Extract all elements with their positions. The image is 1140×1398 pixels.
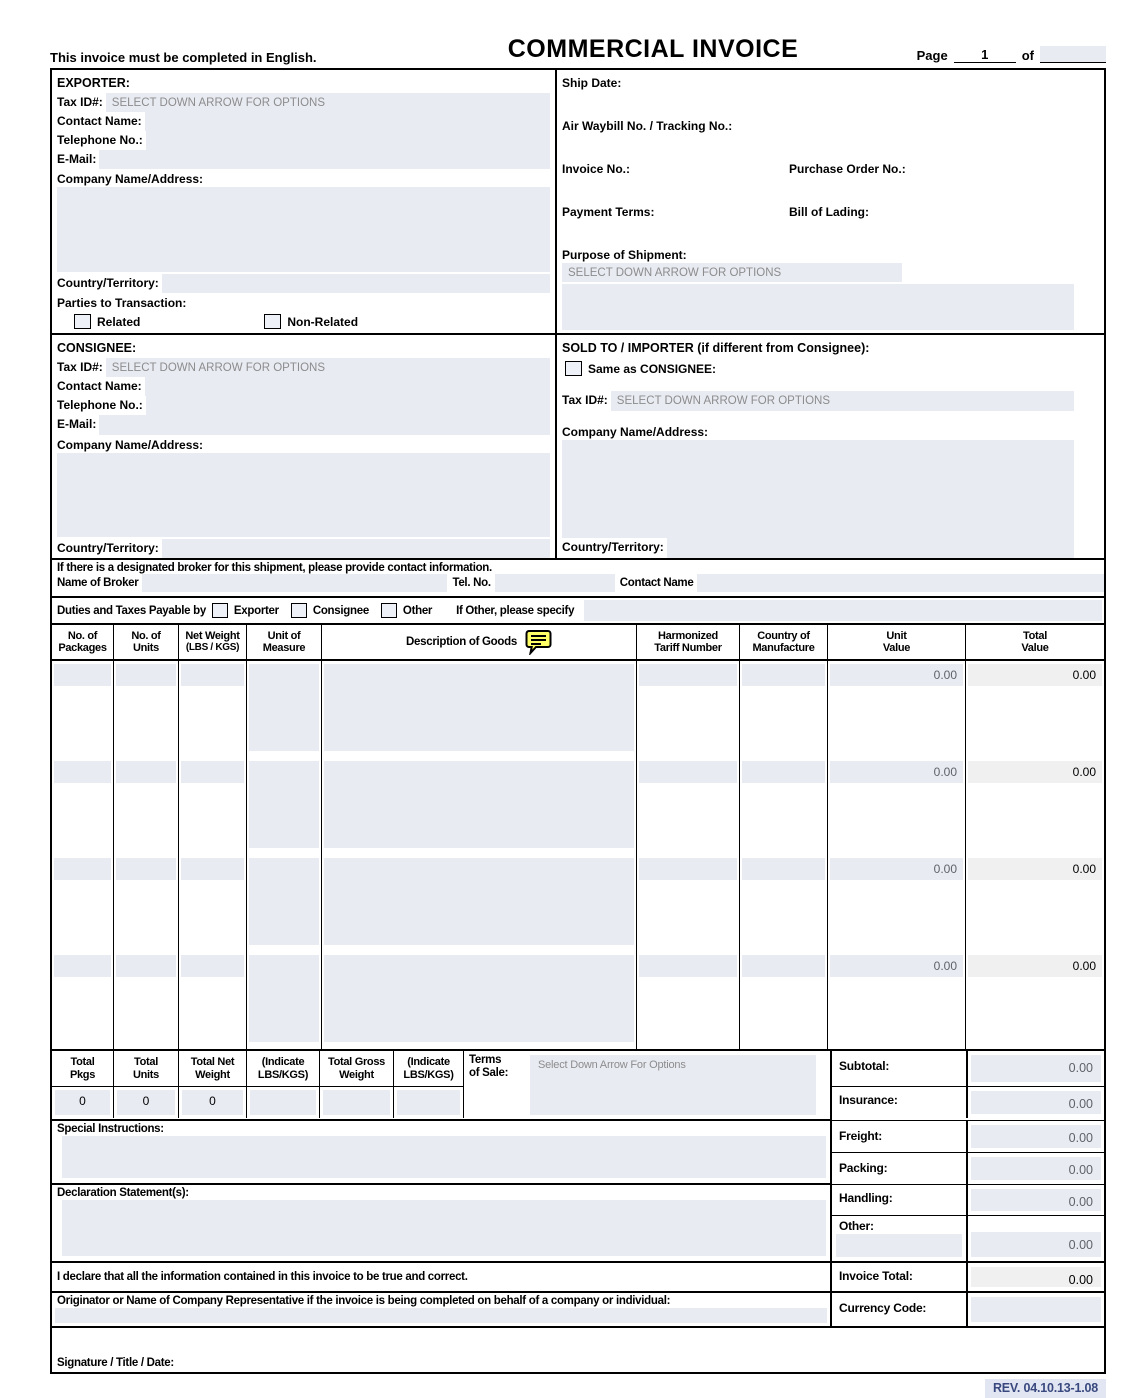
duties-exporter-checkbox[interactable] bbox=[212, 603, 228, 618]
units-cell bbox=[114, 664, 178, 758]
total-net-weight-field[interactable]: 0 bbox=[182, 1090, 243, 1115]
parties-to-transaction-label: Parties to Transaction: bbox=[57, 296, 187, 311]
packages-field[interactable] bbox=[54, 664, 111, 686]
declare-statement: I declare that all the information contained in this invoice to be true and correct. bbox=[52, 1263, 830, 1293]
page-number-field[interactable]: 1 bbox=[954, 48, 1016, 63]
sold-to-taxid-placeholder: SELECT DOWN ARROW FOR OPTIONS bbox=[616, 395, 830, 407]
originator-field[interactable] bbox=[55, 1308, 827, 1323]
goods-header-row bbox=[52, 625, 1104, 661]
consignee-country-label: Country/Territory: bbox=[52, 539, 162, 558]
currency-code-label: Currency Code: bbox=[832, 1293, 968, 1326]
consignee-country-field[interactable] bbox=[162, 539, 550, 558]
col-header-units: No. of Units bbox=[114, 625, 179, 659]
col-header-tariff: Harmonized Tariff Number bbox=[637, 625, 740, 659]
consignee-email-row bbox=[52, 415, 555, 434]
col-header-description: Description of Goods bbox=[322, 625, 637, 659]
uom-cell bbox=[247, 955, 321, 1049]
special-instructions-label: Special Instructions: bbox=[57, 1123, 164, 1135]
col-unit-value bbox=[828, 661, 966, 1049]
tariff-cell bbox=[637, 858, 739, 952]
exporter-title: EXPORTER: bbox=[57, 76, 130, 90]
english-note: This invoice must be completed in English. bbox=[50, 50, 317, 65]
signature-label: Signature / Title / Date: bbox=[57, 1357, 174, 1369]
net-lbs-kgs-cell bbox=[247, 1087, 320, 1118]
subtotal-insurance-rows bbox=[832, 1051, 1104, 1121]
exporter-company-label: Company Name/Address: bbox=[57, 171, 204, 186]
consignee-contact-field[interactable] bbox=[145, 377, 550, 396]
payment-bol-row bbox=[557, 202, 1104, 242]
exporter-phone-row bbox=[52, 131, 555, 150]
uom-cell bbox=[247, 664, 321, 758]
subtotal-field[interactable]: 0.00 bbox=[971, 1055, 1101, 1082]
purpose-extra-field[interactable] bbox=[562, 284, 1074, 330]
duties-consignee-label: Consignee bbox=[312, 604, 369, 617]
other-cell bbox=[968, 1216, 1104, 1261]
total-value-field[interactable]: 0.00 bbox=[968, 955, 1102, 977]
freight-field[interactable]: 0.00 bbox=[971, 1125, 1101, 1148]
exporter-contact-label: Contact Name: bbox=[52, 112, 145, 131]
consignee-contact-label: Contact Name: bbox=[52, 377, 145, 396]
description-cell bbox=[322, 858, 636, 952]
country-cell bbox=[740, 664, 827, 758]
ship-date-label: Ship Date: bbox=[562, 76, 622, 90]
payment-terms-field[interactable] bbox=[562, 220, 775, 239]
charges-column bbox=[832, 1051, 1104, 1326]
originator-section bbox=[52, 1293, 830, 1326]
total-gross-weight-cell bbox=[320, 1087, 394, 1118]
col-tariff bbox=[637, 661, 740, 1049]
related-label: Related bbox=[97, 314, 141, 329]
handling-cell bbox=[968, 1185, 1104, 1215]
bottom-left bbox=[52, 1051, 832, 1326]
country-field[interactable] bbox=[742, 761, 825, 783]
packages-cell bbox=[52, 858, 113, 952]
packing-cell bbox=[968, 1153, 1104, 1184]
total-units-header: Total Units bbox=[114, 1051, 179, 1087]
sold-to-taxid-row bbox=[557, 391, 1104, 411]
sold-to-title: SOLD TO / IMPORTER (if different from Consignee): bbox=[562, 341, 870, 355]
invoice-total-label: Invoice Total: bbox=[832, 1263, 968, 1291]
subtotal-cell bbox=[968, 1051, 1104, 1086]
non-related-label: Non-Related bbox=[287, 314, 359, 329]
packages-field[interactable] bbox=[54, 858, 111, 880]
exporter-taxid-row bbox=[52, 93, 555, 112]
terms-of-sale-label: Terms of Sale: bbox=[469, 1054, 509, 1079]
description-field[interactable] bbox=[324, 955, 634, 1042]
unit-value-field[interactable]: 0.00 bbox=[830, 955, 963, 977]
consignee-email-label: E-Mail: bbox=[52, 415, 99, 434]
country-field[interactable] bbox=[742, 955, 825, 977]
total-pkgs-field[interactable]: 0 bbox=[55, 1090, 110, 1115]
sold-to-country-label: Country/Territory: bbox=[557, 538, 667, 558]
ship-date-field[interactable] bbox=[562, 91, 1074, 110]
units-cell bbox=[114, 761, 178, 855]
tariff-field[interactable] bbox=[639, 761, 737, 783]
parties-shipment-box bbox=[50, 68, 1106, 560]
same-as-consignee-checkbox[interactable] bbox=[565, 361, 582, 376]
unit-value-cell bbox=[828, 858, 965, 952]
total-pkgs-header: Total Pkgs bbox=[52, 1051, 114, 1087]
net-weight-cell bbox=[179, 955, 246, 1049]
other-label-cell bbox=[832, 1216, 968, 1261]
unit-value-cell bbox=[828, 664, 965, 758]
exporter-country-row bbox=[52, 274, 555, 293]
page-indicator bbox=[886, 46, 1106, 66]
tariff-cell bbox=[637, 955, 739, 1049]
col-country-manufacture bbox=[740, 661, 828, 1049]
sold-to-country-row bbox=[557, 538, 1104, 558]
spacer bbox=[968, 1216, 1104, 1232]
gross-lbs-kgs-field[interactable] bbox=[397, 1090, 460, 1115]
net-weight-field[interactable] bbox=[181, 858, 244, 880]
terms-of-sale-dropdown[interactable] bbox=[530, 1055, 816, 1115]
bol-label: Bill of Lading: bbox=[789, 205, 869, 219]
bol-field[interactable] bbox=[789, 220, 1074, 239]
tariff-field[interactable] bbox=[639, 664, 737, 686]
insurance-field[interactable]: 0.00 bbox=[971, 1091, 1101, 1114]
handling-row bbox=[832, 1185, 1104, 1216]
exporter-country-label: Country/Territory: bbox=[52, 274, 162, 293]
currency-code-cell bbox=[968, 1293, 1104, 1326]
freight-cell bbox=[968, 1121, 1104, 1152]
tariff-field[interactable] bbox=[639, 955, 737, 977]
description-cell bbox=[322, 761, 636, 855]
related-checkbox[interactable] bbox=[74, 314, 91, 329]
unit-value-field[interactable]: 0.00 bbox=[830, 858, 963, 880]
revision-line bbox=[50, 1379, 1106, 1398]
subtotal-row bbox=[832, 1051, 1104, 1087]
purpose-placeholder: SELECT DOWN ARROW FOR OPTIONS bbox=[568, 267, 782, 279]
packing-row bbox=[832, 1153, 1104, 1185]
packages-field[interactable] bbox=[54, 761, 111, 783]
packages-cell bbox=[52, 955, 113, 1049]
invoice-no-field[interactable] bbox=[562, 177, 775, 196]
sold-to-taxid-field[interactable] bbox=[611, 391, 1074, 411]
of-label: of bbox=[1021, 48, 1034, 63]
broker-name-field[interactable] bbox=[142, 574, 447, 592]
net-weight-cell bbox=[179, 664, 246, 758]
uom-field[interactable] bbox=[249, 761, 319, 848]
col-header-unit-of-measure: Unit of Measure bbox=[247, 625, 322, 659]
country-cell bbox=[740, 858, 827, 952]
total-value-cell bbox=[966, 664, 1104, 758]
declaration-field[interactable] bbox=[62, 1200, 826, 1256]
sold-to-section bbox=[557, 335, 1104, 558]
duties-other-checkbox[interactable] bbox=[381, 603, 397, 618]
same-as-consignee-row bbox=[557, 358, 1104, 380]
col-units bbox=[114, 661, 179, 1049]
consignee-country-row bbox=[52, 539, 555, 558]
awb-label: Air Waybill No. / Tracking No.: bbox=[562, 119, 733, 133]
exporter-email-label: E-Mail: bbox=[52, 150, 99, 169]
uom-cell bbox=[247, 858, 321, 952]
same-as-consignee-label: Same as CONSIGNEE: bbox=[588, 361, 717, 376]
page-label: Page bbox=[916, 48, 948, 63]
terms-placeholder: Select Down Arrow For Options bbox=[538, 1059, 686, 1071]
col-header-packages: No. of Packages bbox=[52, 625, 114, 659]
originator-label: Originator or Name of Company Representative if the invoice is being completed on behalf of a company or individual: bbox=[57, 1295, 671, 1307]
sold-to-taxid-label: Tax ID#: bbox=[557, 391, 611, 411]
non-related-checkbox[interactable] bbox=[264, 314, 281, 329]
terms-of-sale-cell bbox=[464, 1051, 830, 1119]
freight-row bbox=[832, 1121, 1104, 1153]
exporter-taxid-field[interactable] bbox=[106, 93, 550, 112]
exporter-phone-field[interactable] bbox=[146, 131, 550, 150]
payment-terms-cell bbox=[557, 202, 784, 242]
total-gross-weight-field[interactable] bbox=[323, 1090, 390, 1115]
exporter-email-row bbox=[52, 150, 555, 169]
units-cell bbox=[114, 858, 178, 952]
col-net-weight bbox=[179, 661, 247, 1049]
consignee-taxid-field[interactable] bbox=[106, 358, 550, 377]
goods-body bbox=[52, 661, 1104, 1049]
country-field[interactable] bbox=[742, 858, 825, 880]
subtotal-label: Subtotal: bbox=[832, 1051, 968, 1086]
consignee-phone-row bbox=[52, 396, 555, 415]
duties-section bbox=[50, 598, 1106, 625]
insurance-cell bbox=[968, 1087, 1104, 1118]
net-weight-field[interactable] bbox=[181, 761, 244, 783]
broker-section bbox=[50, 560, 1106, 598]
consignee-section bbox=[52, 335, 557, 558]
net-weight-cell bbox=[179, 858, 246, 952]
totals-row bbox=[52, 1051, 830, 1121]
duties-other-specify-label: If Other, please specify bbox=[456, 604, 575, 617]
consignee-company-field[interactable] bbox=[57, 453, 550, 537]
total-value-field[interactable]: 0.00 bbox=[968, 664, 1102, 686]
broker-name-label: Name of Broker bbox=[57, 577, 139, 589]
shipment-section bbox=[557, 70, 1104, 335]
units-field[interactable] bbox=[116, 664, 176, 686]
totals-grid bbox=[52, 1051, 464, 1119]
bol-cell bbox=[784, 202, 1104, 242]
po-field[interactable] bbox=[789, 177, 1074, 196]
consignee-company-label: Company Name/Address: bbox=[57, 437, 204, 452]
handling-label: Handling: bbox=[832, 1185, 968, 1215]
net-lbs-kgs-field[interactable] bbox=[250, 1090, 316, 1115]
sold-to-company-field[interactable] bbox=[562, 440, 1074, 538]
consignee-email-field[interactable] bbox=[99, 415, 550, 434]
total-pages-field[interactable] bbox=[1040, 46, 1106, 63]
col-header-unit-value: Unit Value bbox=[828, 625, 966, 659]
indicate-lbs-kgs-header-2: (Indicate LBS/KGS) bbox=[394, 1051, 464, 1087]
duties-consignee-checkbox[interactable] bbox=[291, 603, 307, 618]
duties-exporter-label: Exporter bbox=[233, 604, 279, 617]
exporter-phone-label: Telephone No.: bbox=[52, 131, 146, 150]
exporter-taxid-label: Tax ID#: bbox=[52, 93, 106, 112]
unit-value-cell bbox=[828, 761, 965, 855]
net-weight-cell bbox=[179, 761, 246, 855]
awb-field[interactable] bbox=[562, 134, 1074, 153]
tariff-cell bbox=[637, 761, 739, 855]
po-label: Purchase Order No.: bbox=[789, 162, 906, 176]
po-cell bbox=[784, 159, 1104, 199]
col-packages bbox=[52, 661, 114, 1049]
goods-table bbox=[50, 625, 1106, 1051]
parties-checkbox-row bbox=[52, 311, 555, 333]
currency-code-row bbox=[832, 1293, 1104, 1326]
total-gross-weight-header: Total Gross Weight bbox=[320, 1051, 394, 1087]
packages-cell bbox=[52, 664, 113, 758]
consignee-taxid-row bbox=[52, 358, 555, 377]
other-row bbox=[832, 1216, 1104, 1263]
comment-annotation-icon[interactable] bbox=[525, 629, 552, 655]
insurance-label: Insurance: bbox=[832, 1087, 968, 1118]
signature-section[interactable] bbox=[50, 1328, 1106, 1374]
description-field[interactable] bbox=[324, 664, 634, 751]
declaration-label: Declaration Statement(s): bbox=[57, 1187, 189, 1199]
description-cell bbox=[322, 955, 636, 1049]
invoice-total-field[interactable]: 0.00 bbox=[971, 1267, 1101, 1287]
total-units-cell bbox=[114, 1087, 179, 1118]
col-total-value bbox=[966, 661, 1104, 1049]
invoice-no-cell bbox=[557, 159, 784, 199]
uom-cell bbox=[247, 761, 321, 855]
broker-contact-field[interactable] bbox=[697, 574, 1104, 592]
revision-text: REV. 04.10.13-1.08 bbox=[985, 1379, 1106, 1398]
total-value-cell bbox=[966, 761, 1104, 855]
unit-value-field[interactable]: 0.00 bbox=[830, 761, 963, 783]
exporter-taxid-placeholder: SELECT DOWN ARROW FOR OPTIONS bbox=[111, 97, 325, 109]
total-pkgs-cell bbox=[52, 1087, 114, 1118]
invoice-total-row bbox=[832, 1263, 1104, 1293]
declaration-section bbox=[52, 1185, 830, 1263]
invoice-sheet bbox=[50, 34, 1106, 1398]
broker-tel-field[interactable] bbox=[495, 574, 615, 592]
handling-field[interactable]: 0.00 bbox=[971, 1189, 1101, 1211]
uom-field[interactable] bbox=[249, 664, 319, 751]
duties-label: Duties and Taxes Payable by bbox=[57, 604, 206, 617]
total-value-field[interactable]: 0.00 bbox=[968, 761, 1102, 783]
currency-code-field[interactable] bbox=[971, 1297, 1101, 1322]
total-value-cell bbox=[966, 858, 1104, 952]
special-instructions-section bbox=[52, 1121, 830, 1185]
total-value-field[interactable]: 0.00 bbox=[968, 858, 1102, 880]
broker-tel-label: Tel. No. bbox=[452, 577, 491, 589]
packing-label: Packing: bbox=[832, 1153, 968, 1184]
uom-field[interactable] bbox=[249, 955, 319, 1042]
packing-field[interactable]: 0.00 bbox=[971, 1157, 1101, 1180]
exporter-contact-field[interactable] bbox=[145, 112, 550, 131]
col-description bbox=[322, 661, 637, 1049]
col-header-net-weight: Net Weight (LBS / KGS) bbox=[179, 625, 247, 659]
bottom-section bbox=[50, 1051, 1106, 1328]
sold-to-country-field[interactable] bbox=[667, 538, 1074, 558]
header bbox=[50, 34, 1106, 66]
exporter-contact-row bbox=[52, 112, 555, 131]
country-cell bbox=[740, 955, 827, 1049]
page-title: COMMERCIAL INVOICE bbox=[507, 35, 799, 63]
packages-field[interactable] bbox=[54, 955, 111, 977]
other-field[interactable]: 0.00 bbox=[971, 1232, 1101, 1257]
invoice-total-cell bbox=[968, 1263, 1104, 1291]
exporter-country-field[interactable] bbox=[162, 274, 550, 293]
country-field[interactable] bbox=[742, 664, 825, 686]
total-value-cell bbox=[966, 955, 1104, 1049]
packages-cell bbox=[52, 761, 113, 855]
net-weight-field[interactable] bbox=[181, 664, 244, 686]
unit-value-field[interactable]: 0.00 bbox=[830, 664, 963, 686]
unit-value-cell bbox=[828, 955, 965, 1049]
freight-label: Freight: bbox=[832, 1121, 968, 1152]
tariff-cell bbox=[637, 664, 739, 758]
duties-other-label: Other bbox=[402, 604, 433, 617]
broker-fields-row bbox=[52, 574, 1104, 592]
col-header-country: Country of Manufacture bbox=[740, 625, 828, 659]
insurance-row bbox=[832, 1087, 1104, 1118]
special-instructions-field[interactable] bbox=[62, 1136, 826, 1178]
units-field[interactable] bbox=[116, 858, 176, 880]
description-field[interactable] bbox=[324, 858, 634, 945]
consignee-phone-label: Telephone No.: bbox=[52, 396, 146, 415]
units-cell bbox=[114, 955, 178, 1049]
exporter-email-field[interactable] bbox=[99, 150, 550, 169]
consignee-contact-row bbox=[52, 377, 555, 396]
payment-terms-label: Payment Terms: bbox=[562, 205, 655, 219]
other-description-field[interactable] bbox=[836, 1234, 962, 1257]
total-net-weight-header: Total Net Weight bbox=[179, 1051, 247, 1087]
broker-contact-label: Contact Name bbox=[619, 577, 694, 589]
col-unit-of-measure bbox=[247, 661, 322, 1049]
sold-to-company-label: Company Name/Address: bbox=[562, 425, 709, 439]
units-field[interactable] bbox=[116, 761, 176, 783]
purpose-dropdown[interactable] bbox=[562, 263, 902, 282]
broker-instruction: If there is a designated broker for this shipment, please provide contact information. bbox=[57, 562, 492, 574]
indicate-lbs-kgs-header: (Indicate LBS/KGS) bbox=[247, 1051, 320, 1087]
tariff-field[interactable] bbox=[639, 858, 737, 880]
description-cell bbox=[322, 664, 636, 758]
exporter-section bbox=[52, 70, 557, 335]
consignee-taxid-placeholder: SELECT DOWN ARROW FOR OPTIONS bbox=[111, 362, 325, 374]
invoice-po-row bbox=[557, 159, 1104, 199]
description-field[interactable] bbox=[324, 761, 634, 848]
total-net-weight-cell bbox=[179, 1087, 247, 1118]
country-cell bbox=[740, 761, 827, 855]
invoice-no-label: Invoice No.: bbox=[562, 162, 631, 176]
gross-lbs-kgs-cell bbox=[394, 1087, 464, 1118]
duties-other-specify-field[interactable] bbox=[584, 600, 1102, 621]
exporter-company-field[interactable] bbox=[57, 187, 550, 272]
consignee-taxid-label: Tax ID#: bbox=[52, 358, 106, 377]
net-weight-field[interactable] bbox=[181, 955, 244, 977]
uom-field[interactable] bbox=[249, 858, 319, 945]
consignee-phone-field[interactable] bbox=[146, 396, 550, 415]
consignee-title: CONSIGNEE: bbox=[57, 341, 137, 355]
col-header-total-value: Total Value bbox=[1021, 629, 1049, 654]
other-label: Other: bbox=[839, 1219, 874, 1233]
total-units-field[interactable]: 0 bbox=[117, 1090, 175, 1115]
units-field[interactable] bbox=[116, 955, 176, 977]
purpose-label: Purpose of Shipment: bbox=[562, 248, 687, 262]
